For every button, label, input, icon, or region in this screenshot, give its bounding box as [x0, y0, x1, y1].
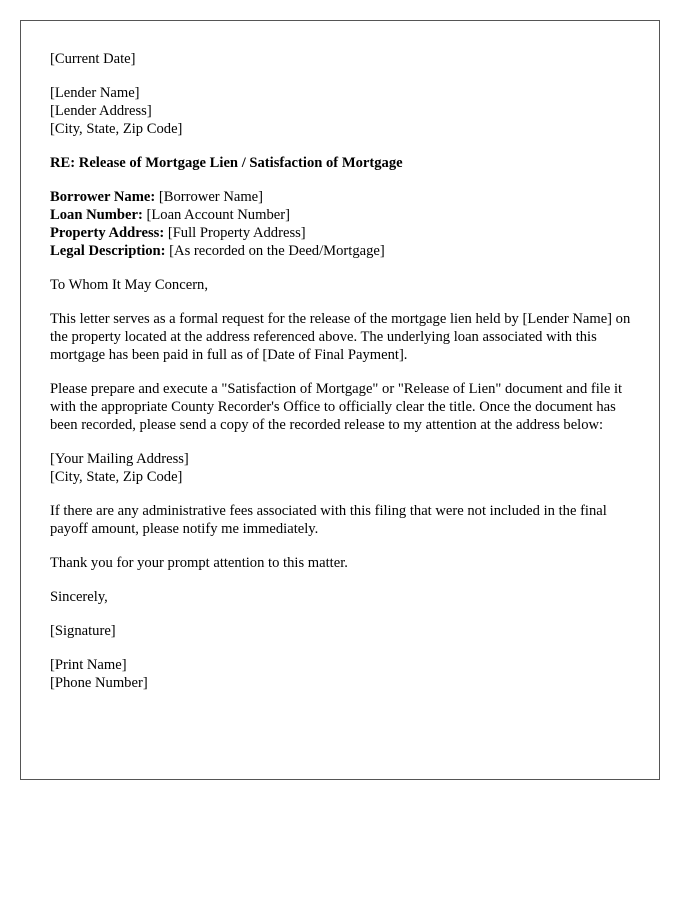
salutation: To Whom It May Concern, — [50, 277, 208, 293]
mailing-address: [Your Mailing Address] — [50, 451, 189, 467]
letter-body — [50, 50, 640, 708]
subject-line: RE: Release of Mortgage Lien / Satisfaction of Mortgage — [50, 155, 403, 171]
signature-placeholder: [Signature] — [50, 623, 116, 639]
paragraph-instructions: Please prepare and execute a "Satisfaction of Mortgage" or "Release of Lien" document and file it with the appropriate County Recorder's Office to officially clear the title. Once the document has been recorded, please send a copy of the recorded release to my attention at the address below: — [50, 381, 623, 433]
sender-block — [50, 656, 640, 692]
date-block — [50, 50, 640, 68]
detail-value: [Loan Account Number] — [142, 207, 290, 223]
lender-name: [Lender Name] — [50, 85, 140, 101]
detail-label: Legal Description: — [50, 243, 166, 259]
phone-number: [Phone Number] — [50, 675, 148, 691]
detail-label: Loan Number: — [50, 207, 143, 223]
letter-page — [20, 20, 660, 780]
detail-label: Borrower Name: — [50, 189, 156, 205]
print-name: [Print Name] — [50, 657, 127, 673]
mailing-city-state-zip: [City, State, Zip Code] — [50, 469, 183, 485]
lender-address: [Lender Address] — [50, 103, 152, 119]
detail-property-address — [50, 224, 640, 242]
lender-address-block — [50, 84, 640, 138]
detail-legal-description — [50, 242, 640, 260]
detail-borrower-name — [50, 188, 640, 206]
current-date: [Current Date] — [50, 51, 136, 67]
closing: Sincerely, — [50, 589, 108, 605]
detail-label: Property Address: — [50, 225, 165, 241]
detail-value: [As recorded on the Deed/Mortgage] — [165, 243, 385, 259]
loan-details-block — [50, 188, 640, 260]
paragraph-fees: If there are any administrative fees associated with this filing that were not included in the final payoff amount, please notify me immediately. — [50, 503, 607, 537]
lender-city-state-zip: [City, State, Zip Code] — [50, 121, 183, 137]
paragraph-thanks: Thank you for your prompt attention to this matter. — [50, 555, 348, 571]
detail-value: [Full Property Address] — [164, 225, 306, 241]
detail-value: [Borrower Name] — [155, 189, 264, 205]
mailing-address-block — [50, 450, 640, 486]
paragraph-request: This letter serves as a formal request for the release of the mortgage lien held by [Lender Name] on the property located at the address referenced above. The underlying loan associated with this mortgage has been paid in full as of [Date of Final Payment]. — [50, 311, 631, 363]
detail-loan-number — [50, 206, 640, 224]
